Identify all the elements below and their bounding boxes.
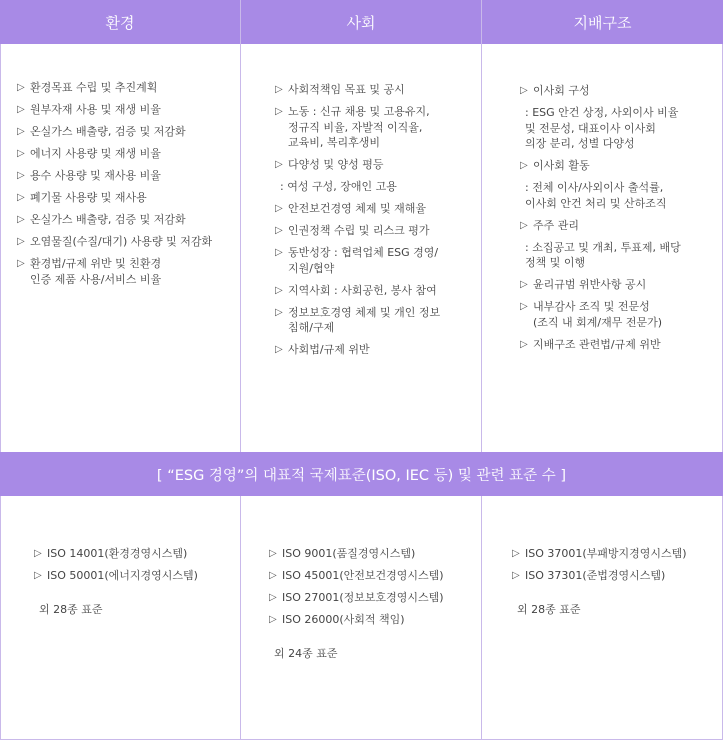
list-item [520, 337, 715, 353]
standards-count: 외 28종 표준 [39, 602, 103, 616]
header-social-label: 사회 [346, 13, 376, 32]
list-item [17, 256, 232, 287]
column-divider [481, 0, 482, 452]
social-list [275, 82, 475, 364]
list-item [275, 305, 475, 336]
triangle-bullet-icon: ▷ [275, 106, 283, 117]
list-item-text: 이사회 구성 [533, 84, 590, 97]
list-item [17, 146, 232, 162]
list-item-detail: : 여성 구성, 장애인 고용 [280, 180, 397, 193]
triangle-bullet-icon: ▷ [275, 247, 283, 258]
iso-environment-list [34, 546, 234, 624]
triangle-bullet-icon: ▷ [34, 548, 42, 559]
header-environment-label: 환경 [105, 13, 135, 32]
list-item-text: 동반성장 : 협력업체 ESG 경영/ 지원/협약 [288, 246, 439, 275]
list-item-text: 환경목표 수립 및 추진계획 [30, 81, 158, 94]
list-item [17, 234, 232, 250]
list-item [275, 82, 475, 98]
list-item-text: ISO 45001(안전보건경영시스템) [282, 569, 444, 582]
triangle-bullet-icon: ▷ [520, 160, 528, 171]
list-item-text: 인권정책 수립 및 리스크 평가 [288, 224, 430, 237]
triangle-bullet-icon: ▷ [17, 82, 25, 93]
list-item-text: 주주 관리 [533, 218, 580, 232]
triangle-bullet-icon: ▷ [520, 85, 528, 96]
list-item-text: ISO 26000(사회적 책임) [282, 613, 405, 626]
list-item-text: 원부자재 사용 및 재생 비율 [30, 103, 161, 116]
triangle-bullet-icon: ▷ [520, 279, 528, 290]
header-environment [0, 0, 240, 44]
list-item [17, 124, 232, 140]
list-item [520, 158, 715, 174]
triangle-bullet-icon: ▷ [275, 225, 283, 236]
list-item-detail: : 전체 이사/사외이사 출석률, 이사회 안건 처리 및 산하조직 [525, 181, 667, 210]
list-item [269, 612, 474, 628]
list-item [275, 223, 475, 239]
list-item-text: ISO 9001(품질경영시스템) [282, 547, 416, 560]
list-item [275, 104, 475, 151]
triangle-bullet-icon: ▷ [17, 104, 25, 115]
list-item-text: ISO 14001(환경경영시스템) [47, 547, 188, 560]
list-item [269, 590, 474, 606]
triangle-bullet-icon: ▷ [269, 592, 277, 603]
list-item-text: 정보보호경영 체제 및 개인 정보 침해/구제 [288, 305, 441, 334]
iso-social-list [269, 546, 474, 668]
list-item-text: 용수 사용량 및 재사용 비율 [30, 169, 161, 182]
triangle-bullet-icon: ▷ [520, 338, 528, 350]
list-item-text: 에너지 사용량 및 재생 비율 [30, 147, 161, 160]
standards-count: 외 28종 표준 [517, 602, 581, 616]
list-item-text: 사회법/규제 위반 [288, 343, 370, 356]
list-item [269, 546, 474, 562]
column-divider [481, 496, 482, 740]
list-item-text: 윤리규범 위반사항 공시 [533, 278, 647, 291]
list-item [17, 80, 232, 96]
list-item [275, 283, 475, 299]
list-item [269, 568, 474, 584]
triangle-bullet-icon: ▷ [275, 284, 283, 296]
triangle-bullet-icon: ▷ [275, 159, 283, 170]
list-item-text: 환경법/규제 위반 및 친환경 인증 제품 사용/서비스 비율 [30, 257, 162, 286]
list-item-text: 노동 : 신규 채용 및 고용유지, 정규직 비율, 자발적 이직율, 교육비, 복리후생비 [288, 105, 430, 149]
header-governance-label: 지배구조 [573, 13, 632, 32]
column-divider [240, 496, 241, 740]
list-item [512, 546, 717, 562]
header-social [241, 0, 481, 44]
list-item [17, 212, 232, 228]
list-item [275, 201, 475, 217]
triangle-bullet-icon: ▷ [17, 258, 25, 269]
list-item-detail: : ESG 안건 상정, 사외이사 비율 및 전문성, 대표이사 이사회 의장 분리, 성별 다양성 [525, 106, 679, 150]
list-item [17, 102, 232, 118]
governance-list [520, 83, 715, 359]
list-item-text: 폐기물 사용량 및 재사용 [30, 191, 147, 204]
list-item [34, 568, 234, 584]
standards-count: 외 24종 표준 [274, 646, 338, 660]
list-item-text: 안전보건경영 체제 및 재해율 [288, 202, 427, 215]
list-item [520, 277, 715, 293]
list-item-text: 내부감사 조직 및 전문성 (조직 내 회계/재무 전문가) [533, 300, 663, 329]
list-item-text: 온실가스 배출량, 검증 및 저감화 [30, 213, 186, 226]
triangle-bullet-icon: ▷ [34, 570, 42, 581]
list-item-text: 이사회 활동 [533, 159, 590, 172]
triangle-bullet-icon: ▷ [269, 614, 277, 625]
iso-standards-title: [ “ESG 경영”의 대표적 국제표준(ISO, IEC 등) 및 관련 표준 수 ] [156, 467, 567, 484]
triangle-bullet-icon: ▷ [520, 219, 528, 231]
list-item-text: 지역사회 : 사회공헌, 봉사 참여 [288, 283, 437, 297]
triangle-bullet-icon: ▷ [275, 344, 283, 355]
list-item-text: ISO 27001(정보보호경영시스템) [282, 591, 444, 604]
list-item [520, 218, 715, 234]
triangle-bullet-icon: ▷ [17, 126, 25, 137]
triangle-bullet-icon: ▷ [269, 570, 277, 581]
list-item-text: 지배구조 관련법/규제 위반 [533, 337, 661, 351]
list-item [275, 342, 475, 358]
triangle-bullet-icon: ▷ [512, 548, 520, 559]
triangle-bullet-icon: ▷ [17, 170, 25, 181]
list-item [512, 568, 717, 584]
triangle-bullet-icon: ▷ [275, 306, 283, 318]
list-item-text: 사회적책임 목표 및 공시 [288, 83, 405, 96]
list-item-text: 다양성 및 양성 평등 [288, 158, 384, 171]
list-item [17, 168, 232, 184]
triangle-bullet-icon: ▷ [17, 236, 25, 247]
environment-list [17, 80, 232, 294]
triangle-bullet-icon: ▷ [17, 192, 25, 203]
list-item [520, 83, 715, 99]
column-divider [240, 0, 241, 452]
list-item-text: 온실가스 배출량, 검증 및 저감화 [30, 125, 186, 138]
triangle-bullet-icon: ▷ [275, 203, 283, 214]
triangle-bullet-icon: ▷ [269, 548, 277, 559]
list-item [34, 546, 234, 562]
list-item [520, 299, 715, 330]
triangle-bullet-icon: ▷ [17, 148, 25, 159]
list-item [17, 190, 232, 206]
list-item [275, 245, 475, 276]
list-item-text: 오염물질(수질/대기) 사용량 및 저감화 [30, 235, 213, 248]
triangle-bullet-icon: ▷ [275, 84, 283, 95]
iso-governance-list [512, 546, 717, 624]
list-item [275, 157, 475, 173]
list-item-text: ISO 50001(에너지경영시스템) [47, 569, 198, 582]
header-governance [482, 0, 723, 44]
list-item-detail: : 소집공고 및 개최, 투표제, 배당 정책 및 이행 [525, 240, 681, 269]
triangle-bullet-icon: ▷ [520, 301, 528, 312]
triangle-bullet-icon: ▷ [512, 570, 520, 581]
list-item-text: ISO 37001(부패방지경영시스템) [525, 547, 687, 560]
iso-standards-banner [0, 452, 723, 496]
triangle-bullet-icon: ▷ [17, 214, 25, 225]
list-item-text: ISO 37301(준법경영시스템) [525, 569, 666, 582]
